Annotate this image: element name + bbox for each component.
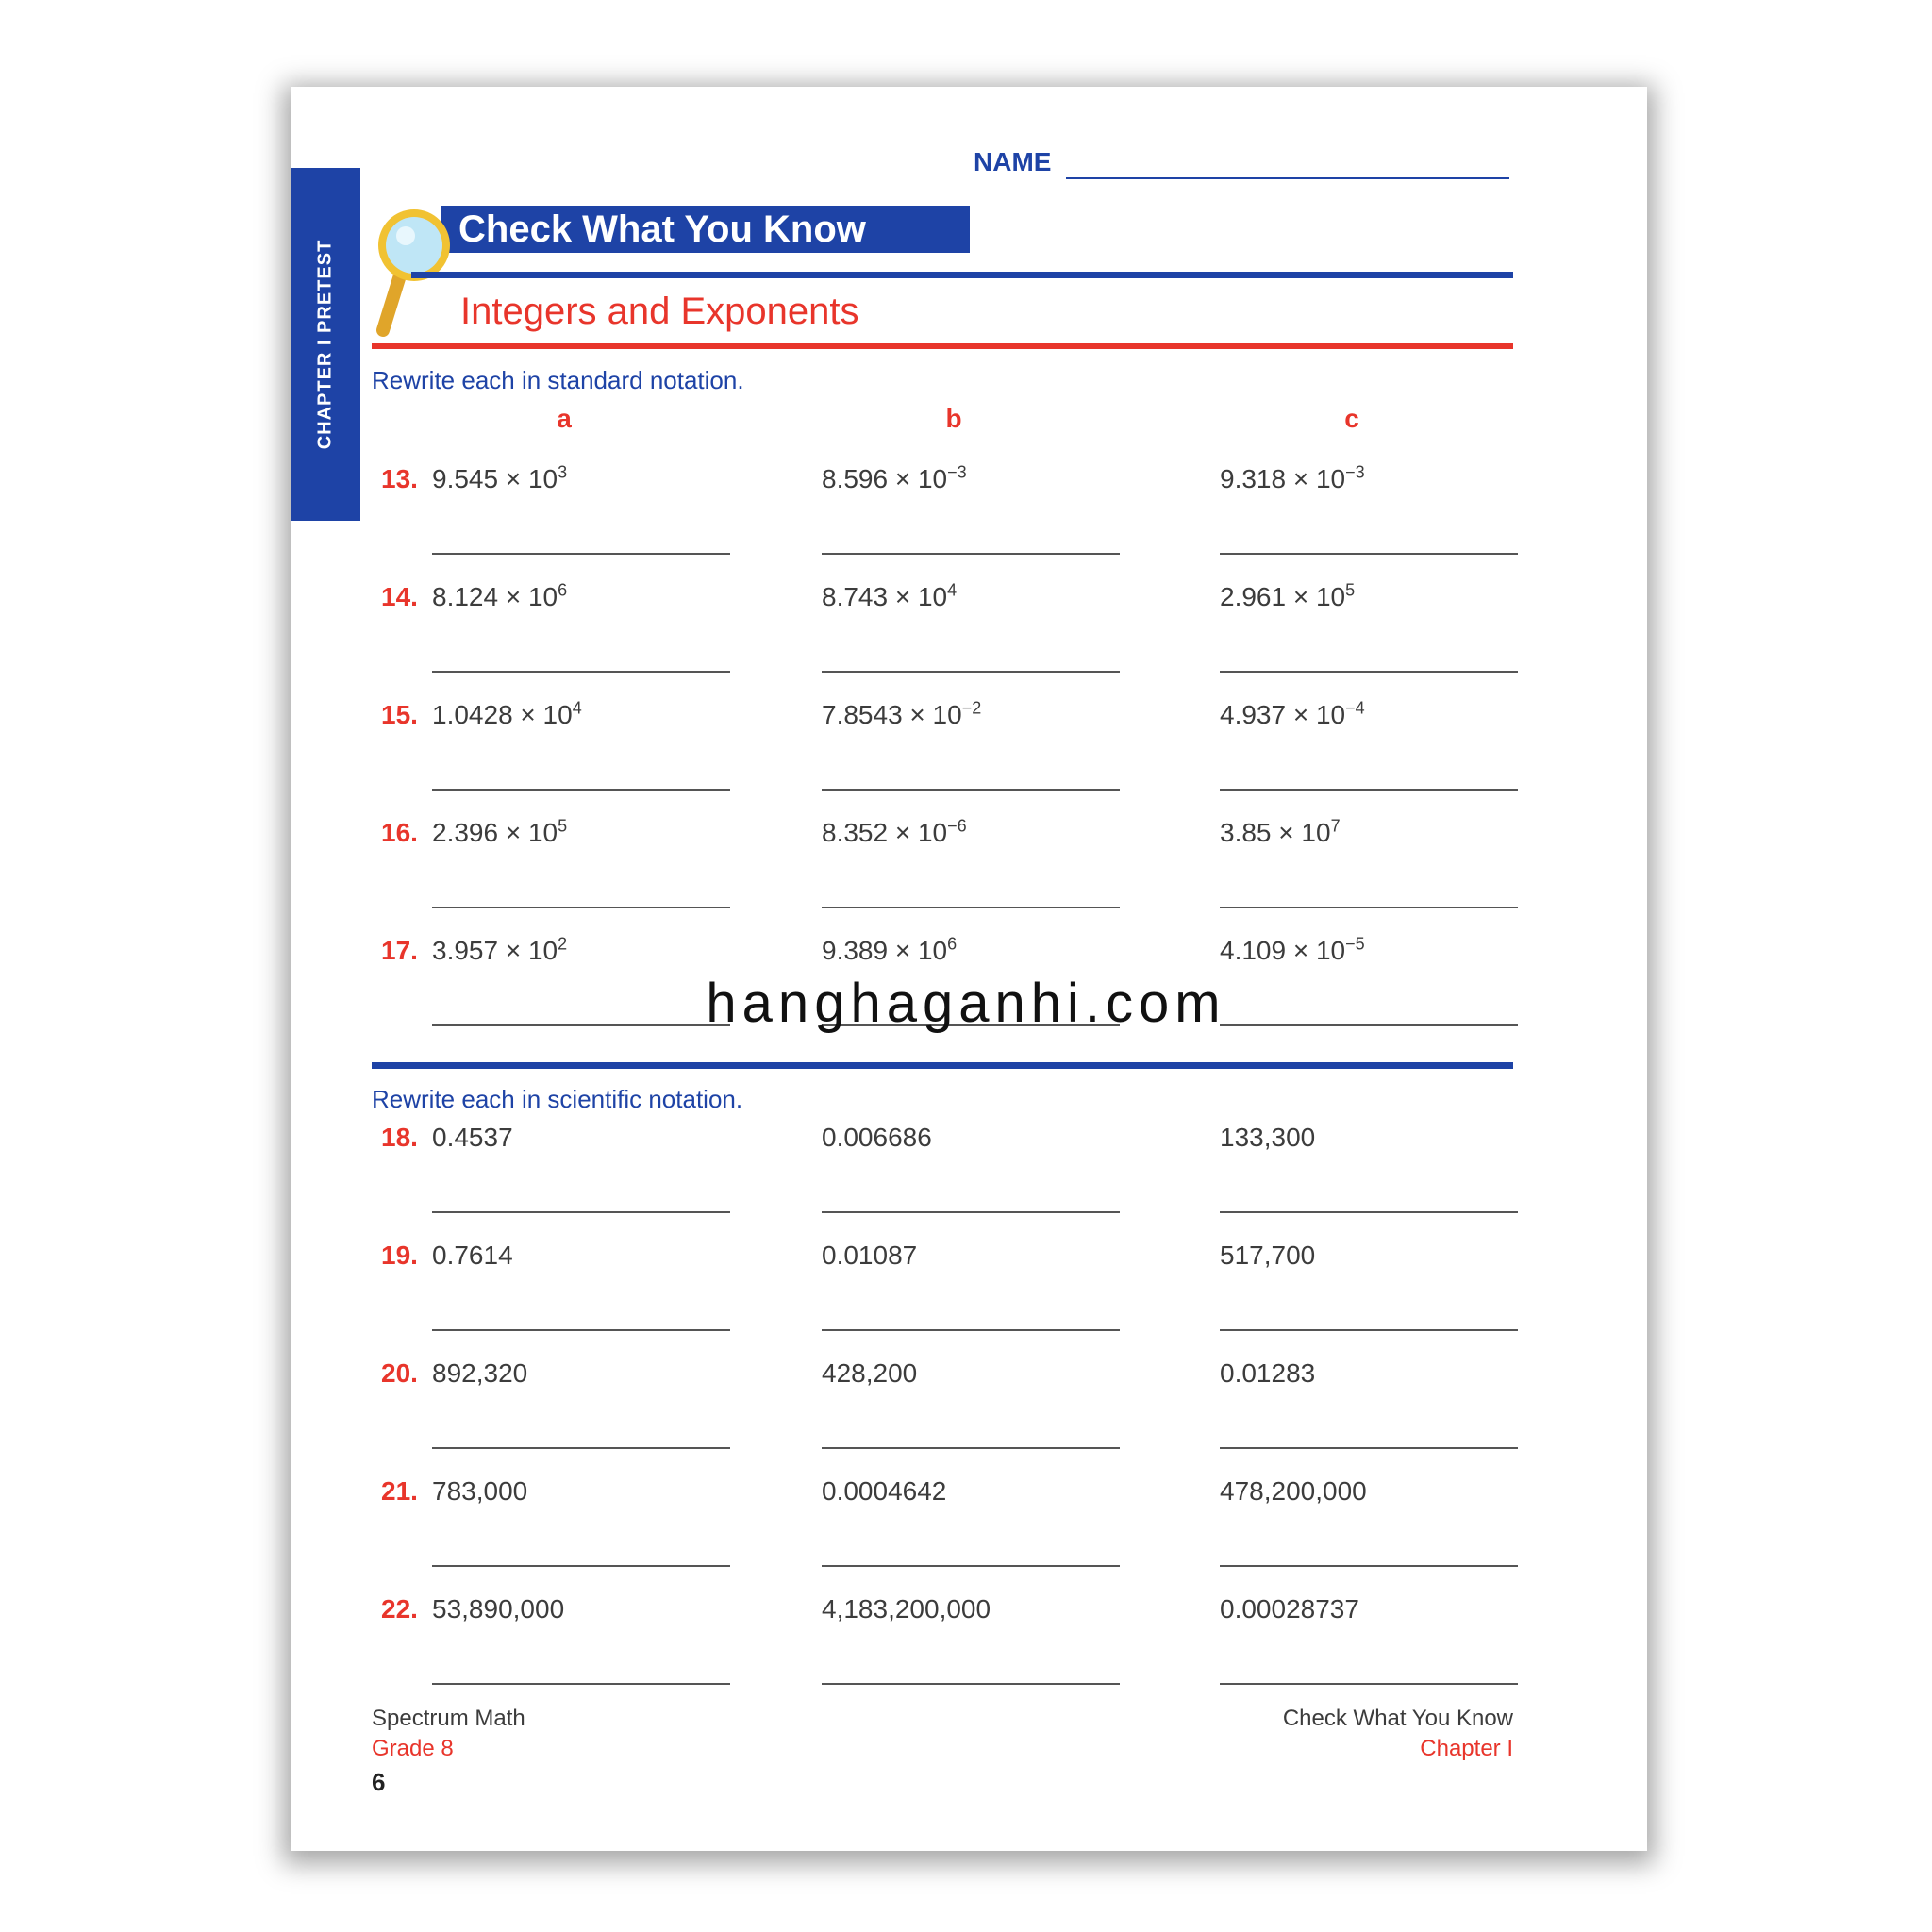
problem-19a: 0.7614 — [432, 1241, 513, 1270]
watermark-text: hanghaganhi.com — [706, 973, 1226, 1034]
answer-line[interactable] — [432, 1565, 730, 1567]
problem-number: 13. — [381, 464, 418, 493]
column-header-b: b — [945, 404, 962, 433]
page-title: Check What You Know — [458, 208, 866, 250]
problem-number: 17. — [381, 936, 418, 965]
answer-line[interactable] — [822, 1447, 1120, 1449]
problem-14a: $8.124 \times 10^6$ — [432, 580, 568, 611]
problem-18a: 0.4537 — [432, 1123, 513, 1152]
section1-instruction: Rewrite each in standard notation. — [372, 366, 744, 394]
answer-line[interactable] — [1220, 553, 1518, 555]
answer-line[interactable] — [1220, 789, 1518, 791]
problem-18c: 133,300 — [1220, 1123, 1316, 1152]
answer-line[interactable] — [1220, 1447, 1518, 1449]
problem-21b: 0.0004642 — [822, 1476, 947, 1506]
problem-13a: $9.545 \times 10^3$ — [432, 462, 568, 493]
footer-grade: Grade 8 — [372, 1736, 454, 1761]
title-divider — [411, 272, 1513, 278]
answer-line[interactable] — [432, 789, 730, 791]
problem-22a: 53,890,000 — [432, 1594, 565, 1624]
problem-16b: $8.352 \times 10^{-6}$ — [822, 816, 967, 847]
answer-line[interactable] — [822, 1329, 1120, 1331]
problem-13c: $9.318 \times 10^{-3}$ — [1220, 462, 1365, 493]
answer-line[interactable] — [1220, 907, 1518, 908]
answer-line[interactable] — [1220, 1329, 1518, 1331]
name-label: NAME — [974, 147, 1052, 176]
problem-15b: $7.8543 \times 10^{-2}$ — [822, 698, 982, 729]
problem-20c: 0.01283 — [1220, 1358, 1316, 1388]
answer-line[interactable] — [822, 789, 1120, 791]
problem-21a: 783,000 — [432, 1476, 528, 1506]
footer-chapter: Chapter I — [1420, 1736, 1513, 1761]
problem-15c: $4.937 \times 10^{-4}$ — [1220, 698, 1365, 729]
problem-19c: 517,700 — [1220, 1241, 1316, 1270]
problem-21c: 478,200,000 — [1220, 1476, 1367, 1506]
section2-instruction: Rewrite each in scientific notation. — [372, 1085, 743, 1113]
answer-line[interactable] — [432, 1683, 730, 1685]
problem-20a: 892,320 — [432, 1358, 528, 1388]
worksheet-page — [291, 87, 1647, 1851]
page-number: 6 — [372, 1768, 386, 1796]
chapter-side-tab — [291, 168, 360, 521]
answer-line[interactable] — [822, 671, 1120, 673]
answer-line[interactable] — [822, 1683, 1120, 1685]
answer-line[interactable] — [1220, 1683, 1518, 1685]
problem-number: 16. — [381, 818, 418, 847]
problem-14b: $8.743 \times 10^4$ — [822, 580, 958, 611]
side-tab-label: CHAPTER I PRETEST — [314, 239, 336, 450]
subtitle-divider — [372, 343, 1513, 349]
problem-number: 18. — [381, 1123, 418, 1152]
answer-line[interactable] — [822, 907, 1120, 908]
problem-18b: 0.006686 — [822, 1123, 932, 1152]
problem-number: 14. — [381, 582, 418, 611]
answer-line[interactable] — [1220, 671, 1518, 673]
answer-line[interactable] — [432, 1329, 730, 1331]
answer-line[interactable] — [1220, 1565, 1518, 1567]
answer-line[interactable] — [432, 907, 730, 908]
problem-17c: $4.109 \times 10^{-5}$ — [1220, 934, 1365, 965]
footer-section-title: Check What You Know — [1282, 1706, 1513, 1731]
answer-line[interactable] — [432, 1211, 730, 1213]
problem-22b: 4,183,200,000 — [822, 1594, 991, 1624]
answer-line[interactable] — [432, 1447, 730, 1449]
problem-number: 15. — [381, 700, 418, 729]
answer-line[interactable] — [822, 553, 1120, 555]
page-subtitle: Integers and Exponents — [460, 291, 859, 332]
problem-16a: $2.396 \times 10^5$ — [432, 816, 568, 847]
problem-number: 21. — [381, 1476, 418, 1506]
problem-number: 20. — [381, 1358, 418, 1388]
problem-16c: $3.85 \times 10^7$ — [1220, 816, 1341, 847]
answer-line[interactable] — [432, 553, 730, 555]
section-divider — [372, 1062, 1513, 1069]
answer-line[interactable] — [1220, 1211, 1518, 1213]
answer-line[interactable] — [432, 671, 730, 673]
footer-book-title: Spectrum Math — [372, 1706, 525, 1731]
column-header-a: a — [557, 404, 572, 433]
problem-17a: $3.957 \times 10^2$ — [432, 934, 568, 965]
problem-13b: $8.596 \times 10^{-3}$ — [822, 462, 967, 493]
problem-17b: $9.389 \times 10^6$ — [822, 934, 958, 965]
problem-20b: 428,200 — [822, 1358, 918, 1388]
problem-22c: 0.00028737 — [1220, 1594, 1359, 1624]
problem-number: 19. — [381, 1241, 418, 1270]
problem-15a: $1.0428 \times 10^4$ — [432, 698, 582, 729]
answer-line[interactable] — [822, 1565, 1120, 1567]
problem-19b: 0.01087 — [822, 1241, 918, 1270]
problem-number: 22. — [381, 1594, 418, 1624]
column-header-c: c — [1344, 404, 1359, 433]
name-field-line[interactable] — [1066, 177, 1509, 179]
answer-line[interactable] — [822, 1211, 1120, 1213]
problem-14c: $2.961 \times 10^5$ — [1220, 580, 1356, 611]
